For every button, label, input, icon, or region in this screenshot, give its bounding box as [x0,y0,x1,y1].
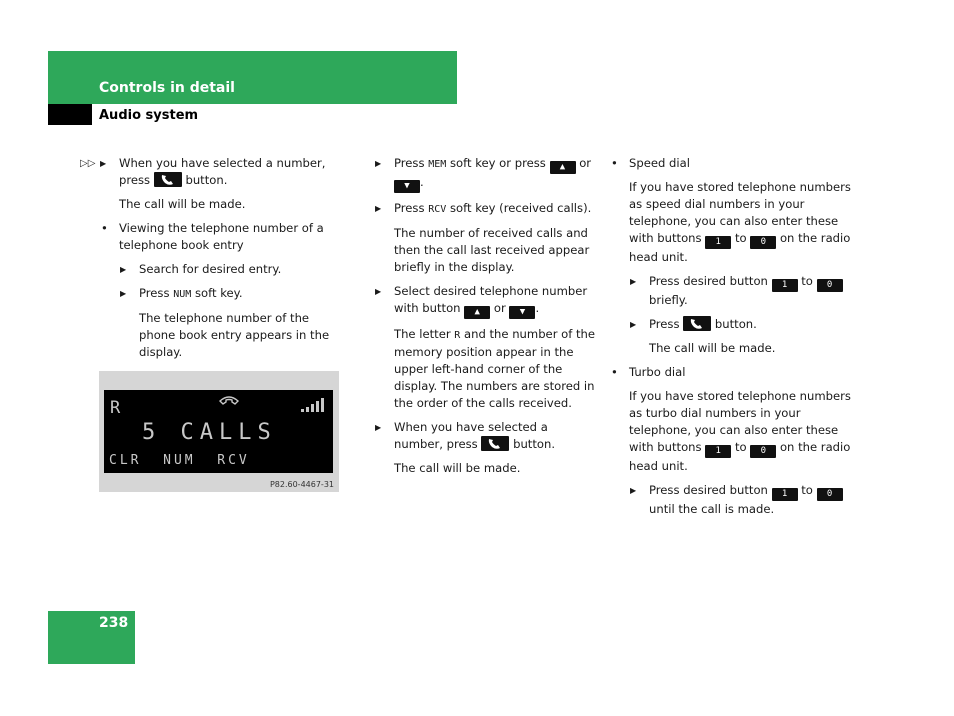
step-item: ▶ When you have selected a number, press button. [99,155,344,189]
up-arrow-key: ▲ [550,161,576,174]
bullet-item: • Turbo dial [609,364,854,381]
key-1: 1 [772,488,798,501]
step-item: ▶ Select desired telephone number with button ▲ or ▼ . [374,283,599,319]
softkey-label: MEM [428,159,447,170]
paragraph: If you have stored telephone numbers as speed dial numbers in your telephone, you can also enter these with buttons 1 to 0 on the radio head unit. [629,180,851,264]
step-item: ▶ Press button. [629,316,854,333]
step-item: ▶ Press NUM soft key. [119,285,344,303]
bullet-item: • Speed dial [609,155,854,172]
lcd-softkeys: CLR NUM RCV [109,453,250,468]
step-result: The number of received calls and then the call last received appear briefly in the display. [394,226,590,274]
key-0: 0 [750,236,776,249]
phone-button-icon [683,316,711,331]
paragraph: If you have stored telephone numbers as turbo dial numbers in your telephone, you can also enter these with buttons 1 to 0 on the radio head unit. [629,389,851,473]
down-arrow-key: ▼ [509,306,535,319]
key-0: 0 [750,445,776,458]
lcd-display [104,390,333,473]
lcd-main-text: 5 CALLS [142,420,277,445]
step-item: ▶ Press RCV soft key (received calls). [374,200,599,218]
step-result: The call will be made. [119,197,246,211]
bullet-item: • Viewing the telephone number of a telephone book entry [99,220,344,254]
subsection-marker [48,104,92,125]
lcd-mode-letter: R [110,398,121,418]
step-result: The telephone number of the phone book entry appears in the display. [139,311,330,359]
key-1: 1 [705,445,731,458]
display-figure [99,371,339,492]
step-result: The letter R and the number of the memory position appear in the upper left-hand corner of the display. The numbers are stored in the order of the calls received. [394,327,596,410]
section-title: Controls in detail [99,80,235,96]
column-2 [374,155,599,477]
figure-caption: P82.60-4467-31 [269,480,334,489]
key-0: 0 [817,488,843,501]
phone-button-icon [481,436,509,451]
softkey-label: NUM [173,289,192,300]
page-number: 238 [99,615,129,631]
down-arrow-key: ▼ [394,180,420,193]
signal-strength-icon [300,397,328,413]
step-item: ▶ When you have selected a number, press button. [374,419,599,453]
key-1: 1 [772,279,798,292]
softkey-label: RCV [428,204,447,215]
step-item: ▶ Press desired button 1 to 0 briefly. [629,273,854,309]
step-result: The call will be made. [394,461,521,475]
phone-button-icon [154,172,182,187]
step-item: ▶ Press desired button 1 to 0 until the call is made. [629,482,854,518]
column-1 [99,155,344,385]
subsection-title: Audio system [99,108,199,123]
header-band [48,51,457,104]
step-item: ▶ Search for desired entry. [119,261,344,278]
phone-receiver-icon [218,394,240,408]
key-1: 1 [705,236,731,249]
up-arrow-key: ▲ [464,306,490,319]
column-3 [609,155,854,518]
key-0: 0 [817,279,843,292]
step-item: ▶ Press MEM soft key or press ▲ or ▼ . [374,155,599,193]
continuation-mark: ▷▷ [80,158,96,169]
step-result: The call will be made. [649,341,776,355]
